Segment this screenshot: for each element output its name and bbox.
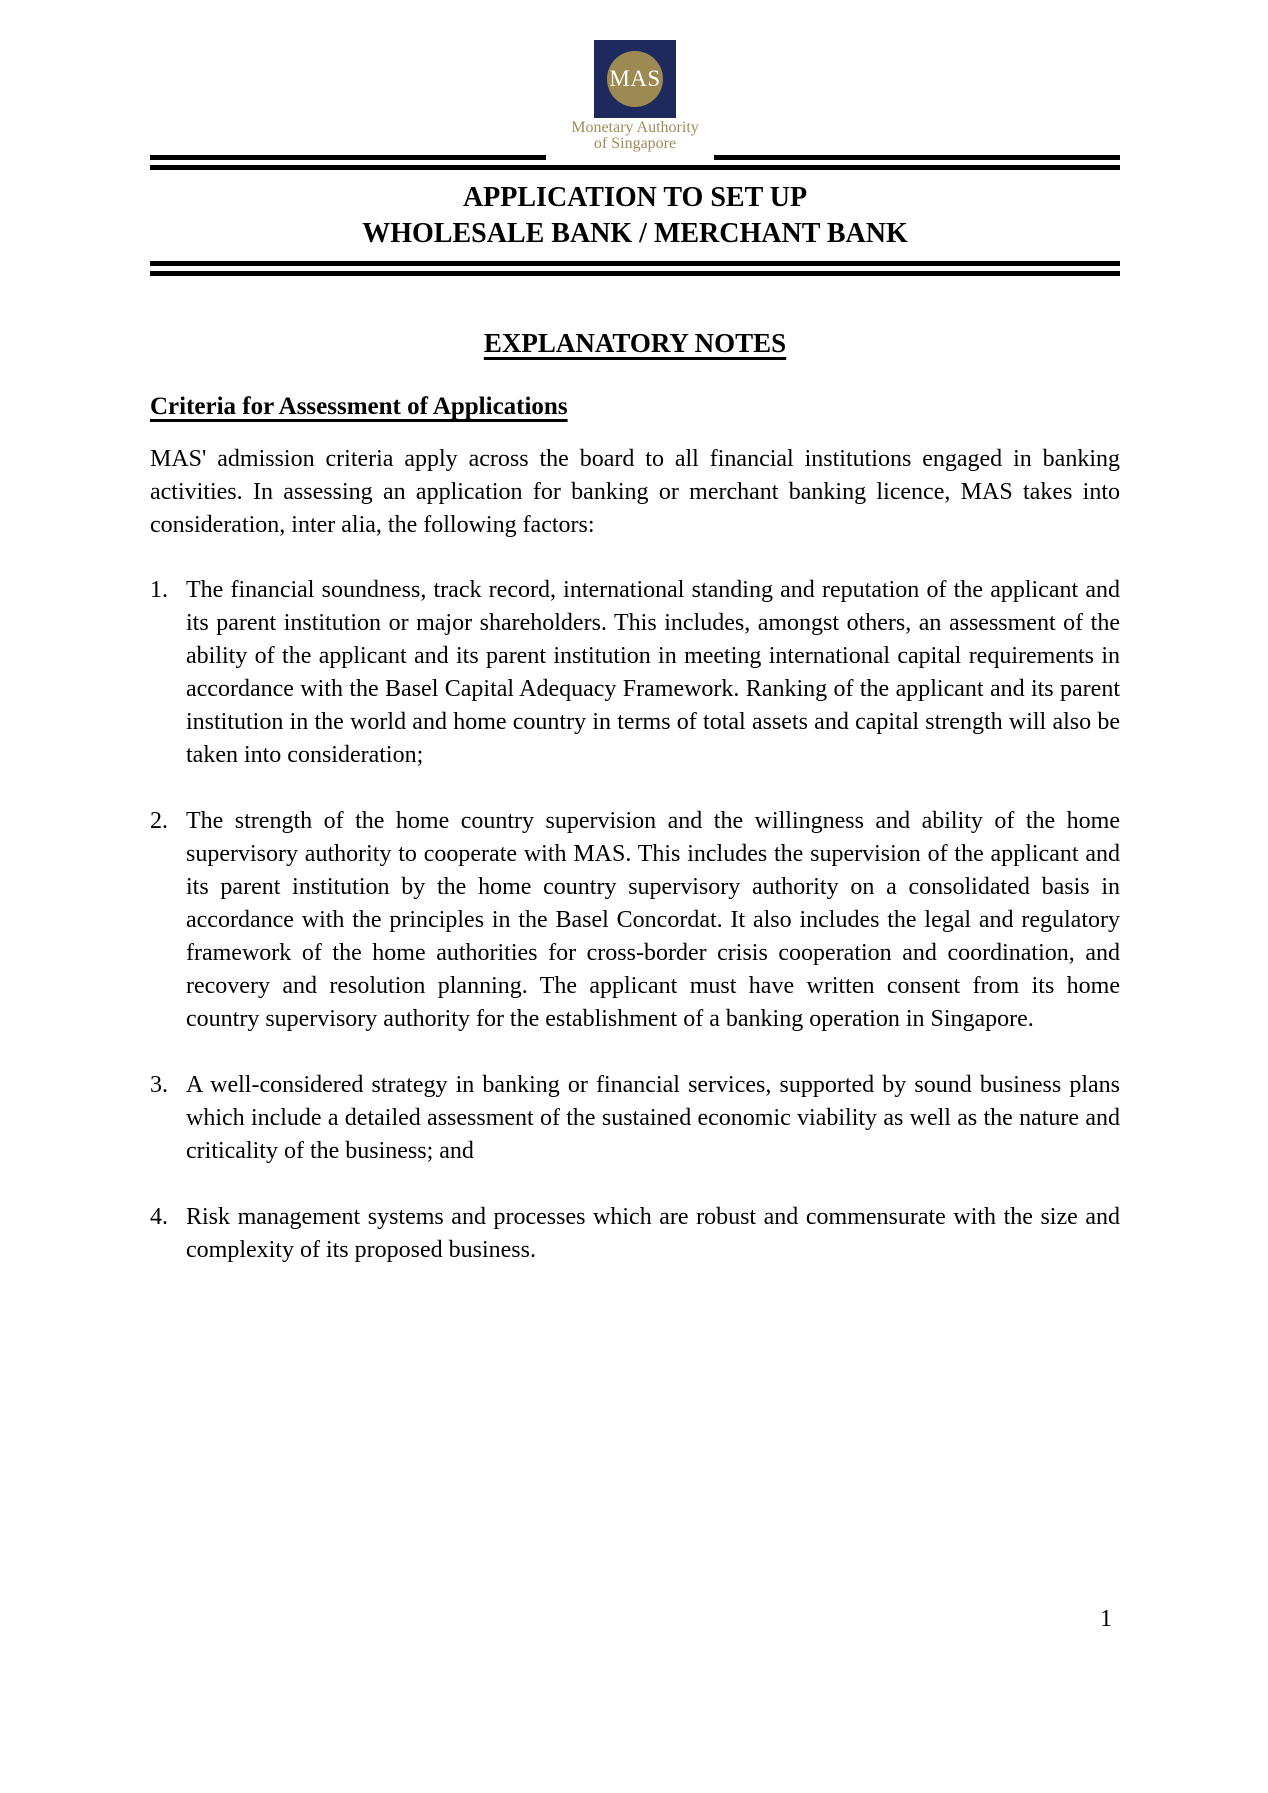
page-content (150, 0, 1120, 1300)
list-item (150, 574, 1120, 772)
logo-org-line2: of Singapore (593, 135, 677, 152)
list-item-text: The strength of the home country supervision and the willingness and ability of the home supervisory authority to cooperate with MAS. This includes the supervision of the applicant and its parent institution by the home country supervisory authority on a consolidated basis in accordance with the principles in the Basel Concordat. It also includes the legal and regulatory framework of the home authorities for cross-border crisis cooperation and coordination, and recovery and resolution planning. The applicant must have written consent from its home country supervisory authority for the establishment of a banking operation in Singapore. (186, 808, 1120, 1032)
mas-logo-circle (607, 51, 663, 107)
rule-right-segment (714, 155, 1120, 160)
mas-logo-acronym: MAS (609, 66, 661, 91)
list-item-text: A well-considered strategy in banking or financial services, supported by sound business plans which include a detailed assessment of the sustained economic viability as well as the nature and criticality of the business; and (186, 1072, 1120, 1164)
rule-split-line (150, 155, 1120, 160)
logo-org-name (150, 120, 1120, 152)
logo-org-line1: Monetary Authority (571, 119, 699, 136)
list-item-number: 1. (150, 577, 168, 603)
mas-logo (150, 0, 1120, 152)
explanatory-notes-heading: EXPLANATORY NOTES (483, 328, 787, 358)
document-title-line2: WHOLESALE BANK / MERCHANT BANK (362, 218, 908, 249)
header-top-rule (150, 155, 1120, 170)
criteria-list (150, 574, 1120, 1267)
list-item-number: 3. (150, 1072, 168, 1098)
list-item (150, 1201, 1120, 1267)
rule-solid-line (150, 165, 1120, 170)
page-number: 1 (1100, 1606, 1112, 1632)
list-item-number: 4. (150, 1204, 168, 1230)
rule-solid-line (150, 271, 1120, 276)
document-title-line1: APPLICATION TO SET UP (462, 182, 808, 213)
document-title (150, 180, 1120, 252)
list-item (150, 805, 1120, 1036)
rule-left-segment (150, 155, 546, 160)
list-item-number: 2. (150, 808, 168, 834)
criteria-section-heading: Criteria for Assessment of Applications (150, 393, 568, 420)
intro-paragraph: MAS' admission criteria apply across the board to all financial institutions engaged in banking activities. In assessing an application for banking or merchant banking licence, MAS takes into consideration, inter alia, the following factors: (150, 446, 1120, 538)
header-bottom-rule (150, 261, 1120, 276)
mas-logo-icon (594, 40, 676, 118)
list-item (150, 1069, 1120, 1168)
list-item-text: Risk management systems and processes which are robust and commensurate with the size and complexity of its proposed business. (186, 1204, 1120, 1263)
rule-center-gap (546, 155, 714, 160)
list-item-text: The financial soundness, track record, international standing and reputation of the applicant and its parent institution or major shareholders. This includes, amongst others, an assessment of the ability of the applicant and its parent institution in meeting international capital requirements in accordance with the Basel Capital Adequacy Framework. Ranking of the applicant and its parent institution in the world and home country in terms of total assets and capital strength will also be taken into consideration; (186, 577, 1120, 768)
